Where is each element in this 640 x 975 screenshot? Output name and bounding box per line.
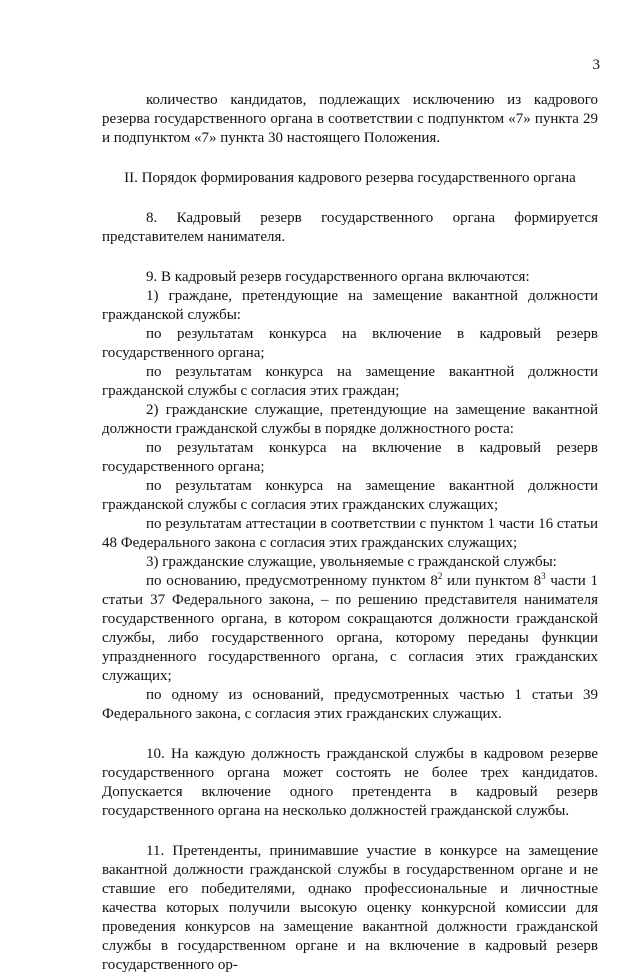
- paragraph-9-item-2b: по результатам конкурса на замещение вакантной должности гражданской службы с согласия этих гражданских служащих;: [102, 478, 598, 513]
- spacer: [102, 188, 598, 209]
- paragraph-9-item-3a: [102, 572, 598, 686]
- paragraph-11: 11. Претенденты, принимавшие участие в конкурсе на замещение вакантной должности гражданской службы в государственном органе и не ставшие его победителями, однако профессиональные и личностные качества которых получили высокую оценку конкурсной комиссии для проведения конкурсов на замещение вакантной должности гражданской службы в государственном органе и на включение в кадровый резерв государственного ор-: [102, 843, 598, 973]
- spacer: [102, 148, 598, 169]
- paragraph-9-item-2c: по результатам аттестации в соответствии с пунктом 1 части 16 статьи 48 Федерального закона с согласия этих гражданских служащих;: [102, 516, 598, 551]
- paragraph-continuation: количество кандидатов, подлежащих исключению из кадрового резерва государственного органа в соответствии с подпунктом «7» пункта 29 и подпунктом «7» пункта 30 настоящего Положения.: [102, 92, 598, 146]
- document-body: [102, 91, 598, 975]
- paragraph-9-item-2: 2) гражданские служащие, претендующие на замещение вакантной должности гражданской службы в порядке должностного роста:: [102, 402, 598, 437]
- paragraph-9-item-2a: по результатам конкурса на включение в кадровый резерв государственного органа;: [102, 440, 598, 475]
- paragraph-9-item-3: 3) гражданские служащие, увольняемые с гражданской службы:: [146, 554, 557, 570]
- spacer: [102, 247, 598, 268]
- paragraph-9: 9. В кадровый резерв государственного органа включаются:: [146, 269, 530, 285]
- text-run: по основанию, предусмотренному пунктом 8: [146, 573, 438, 589]
- spacer: [102, 821, 598, 842]
- paragraph-9-item-1a: по результатам конкурса на включение в кадровый резерв государственного органа;: [102, 326, 598, 361]
- paragraph-8: 8. Кадровый резерв государственного органа формируется представителем нанимателя.: [102, 210, 598, 245]
- superscript: 2: [437, 571, 443, 581]
- section-heading: II. Порядок формирования кадрового резерва государственного органа: [124, 170, 576, 186]
- superscript: 3: [541, 571, 546, 581]
- spacer: [102, 724, 598, 745]
- paragraph-9-item-1: 1) граждане, претендующие на замещение вакантной должности гражданской службы:: [102, 288, 598, 323]
- text-run: части 1 статьи 37 Федерального закона, – по решению представителя нанимателя государственного органа, в котором сокращаются должности гражданской службы, либо государственного органа, которому переданы функции упраздненного государственного органа, с согласия этих гражданских служащих;: [102, 573, 598, 684]
- text-run: или пунктом 8: [442, 573, 542, 589]
- paragraph-10: 10. На каждую должность гражданской службы в кадровом резерве государственного органа может состоять не более трех кандидатов. Допускается включение одного претендента в кадровый резерв государственного органа на несколько должностей гражданской службы.: [102, 746, 598, 819]
- page-number: 3: [592, 57, 600, 73]
- paragraph-9-item-3b: по одному из оснований, предусмотренных частью 1 статьи 39 Федерального закона, с согласия этих гражданских служащих.: [102, 687, 598, 722]
- paragraph-9-item-1b: по результатам конкурса на замещение вакантной должности гражданской службы с согласия этих граждан;: [102, 364, 598, 399]
